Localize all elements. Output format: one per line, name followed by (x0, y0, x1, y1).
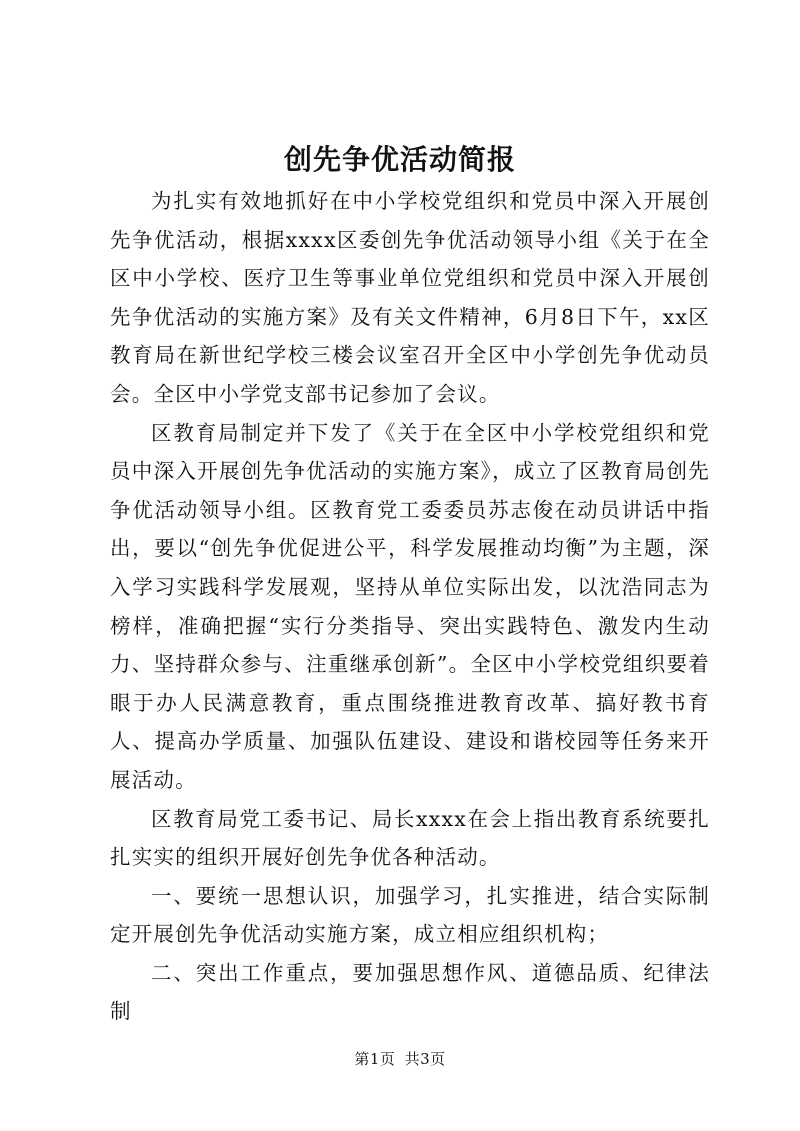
document-body (110, 182, 710, 1031)
paragraph-3: 区教育局党工委书记、局长xxxx在会上指出教育系统要扎扎实实的组织开展好创先争优各种活动。 (110, 806, 710, 870)
page-title: 创先争优活动简报 (283, 143, 516, 176)
paragraph-4: 一、要统一思想认识，加强学习，扎实推进，结合实际制定开展创先争优活动实施方案，成立相应组织机构； (110, 883, 710, 947)
paragraph-2: 区教育局制定并下发了《关于在全区中小学校党组织和党员中深入开展创先争优活动的实施方案》，成立了区教育局创先争优活动领导小组。区教育党工委委员苏志俊在动员讲话中指出，要以“创先争优促进公平，科学发展推动均衡”为主题，深入学习实践科学发展观，坚持从单位实际出发，以沈浩同志为榜样，准确把握“实行分类指导、突出实践特色、激发内生动力、坚持群众参与、注重继承创新”。全区中小学校党组织要着眼于办人民满意教育，重点围绕推进教育改革、搞好教书育人、提高办学质量、加强队伍建设、建设和谐校园等任务来开展活动。 (110, 420, 710, 792)
page-footer (0, 1048, 800, 1069)
paragraph-1: 为扎实有效地抓好在中小学校党组织和党员中深入开展创先争优活动，根据xxxx区委创先争优活动领导小组《关于在全区中小学校、医疗卫生等事业单位党组织和党员中深入开展创先争优活动的实施方案》及有关文件精神，6月8日下午，xx区教育局在新世纪学校三楼会议室召开全区中小学创先争优动员会。全区中小学党支部书记参加了会议。 (110, 189, 710, 406)
paragraph-5: 二、突出工作重点，要加强思想作风、道德品质、纪律法制 (110, 960, 710, 1024)
page-total: 共3页 (404, 1050, 446, 1068)
page-number: 第1页 (354, 1050, 396, 1068)
